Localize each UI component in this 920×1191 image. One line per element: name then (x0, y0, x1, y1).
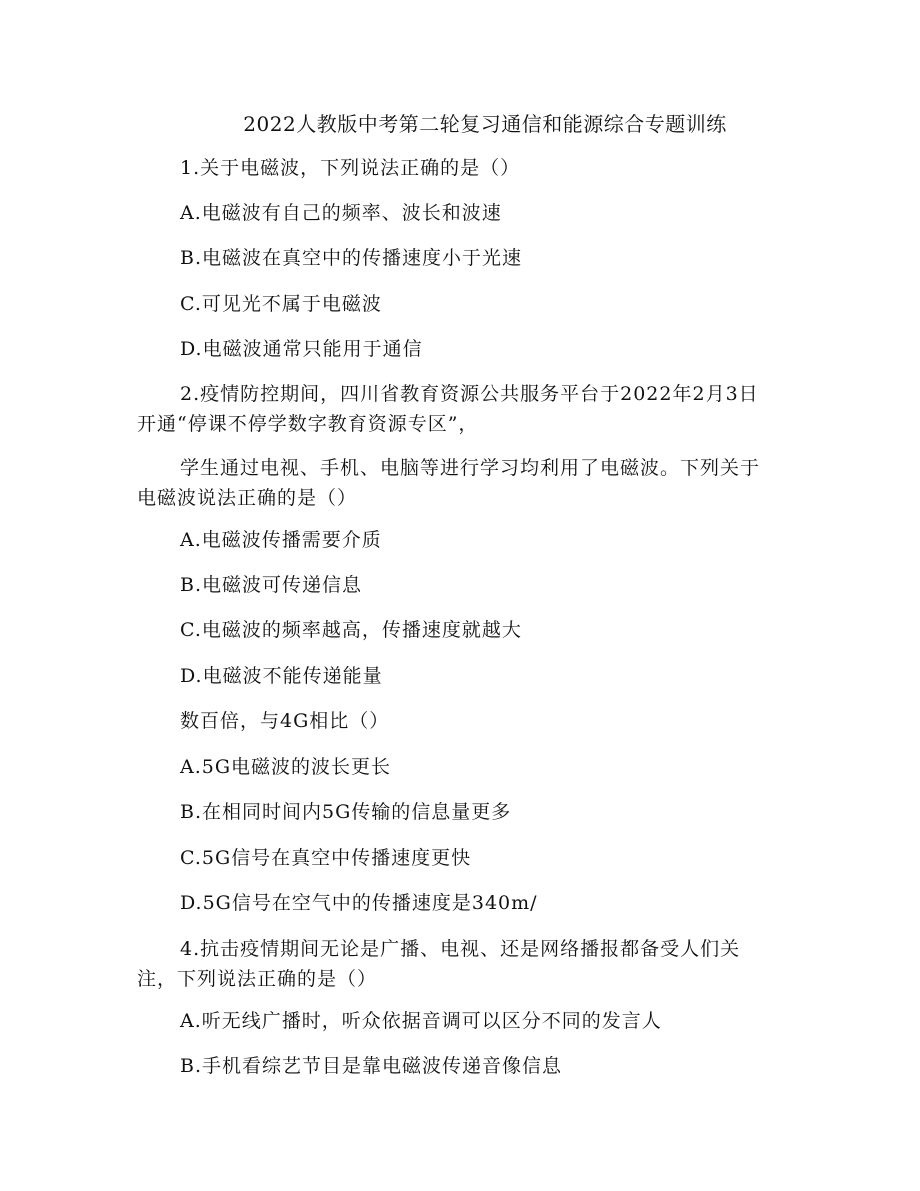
question-4-option-a: A.听无线广播时，听众依据音调可以区分不同的发言人 (180, 1010, 662, 1032)
question-4-stem: 4.抗击疫情期间无论是广播、电视、还是网络播报都备受人们关注，下列说法正确的是（） (137, 938, 741, 990)
question-3-option-c: C.5G信号在真空中传播速度更快 (180, 847, 472, 869)
question-3-option-b: B.在相同时间内5G传输的信息量更多 (180, 801, 512, 823)
question-2-stem-part2: 学生通过电视、手机、电脑等进行学习均利用了电磁波。下列关于电磁波说法正确的是（） (137, 457, 761, 509)
question-2-option-d: D.电磁波不能传递能量 (180, 665, 383, 687)
question-3-stem: 数百倍，与4G相比（） (180, 710, 390, 732)
question-1-stem: 1.关于电磁波，下列说法正确的是（） (180, 157, 521, 179)
question-1-option-a: A.电磁波有自己的频率、波长和波速 (180, 202, 502, 224)
question-2-option-a: A.电磁波传播需要介质 (180, 529, 382, 551)
question-4-option-b: B.手机看综艺节目是靠电磁波传递音像信息 (180, 1055, 563, 1077)
question-2-option-b: B.电磁波可传递信息 (180, 574, 363, 596)
document-title: 2022人教版中考第二轮复习通信和能源综合专题训练 (243, 112, 727, 136)
question-3-option-d: D.5G信号在空气中的传播速度是340m/ (180, 892, 538, 914)
question-2-option-c: C.电磁波的频率越高，传播速度就越大 (180, 619, 522, 641)
question-1-option-c: C.可见光不属于电磁波 (180, 293, 382, 315)
question-1-option-b: B.电磁波在真空中的传播速度小于光速 (180, 247, 523, 269)
question-2-stem-part1: 2.疫情防控期间，四川省教育资源公共服务平台于2022年2月3日开通“停课不停学数字教育资源专区”， (137, 383, 759, 435)
question-3-option-a: A.5G电磁波的波长更长 (180, 756, 392, 778)
question-1-option-d: D.电磁波通常只能用于通信 (180, 338, 423, 360)
